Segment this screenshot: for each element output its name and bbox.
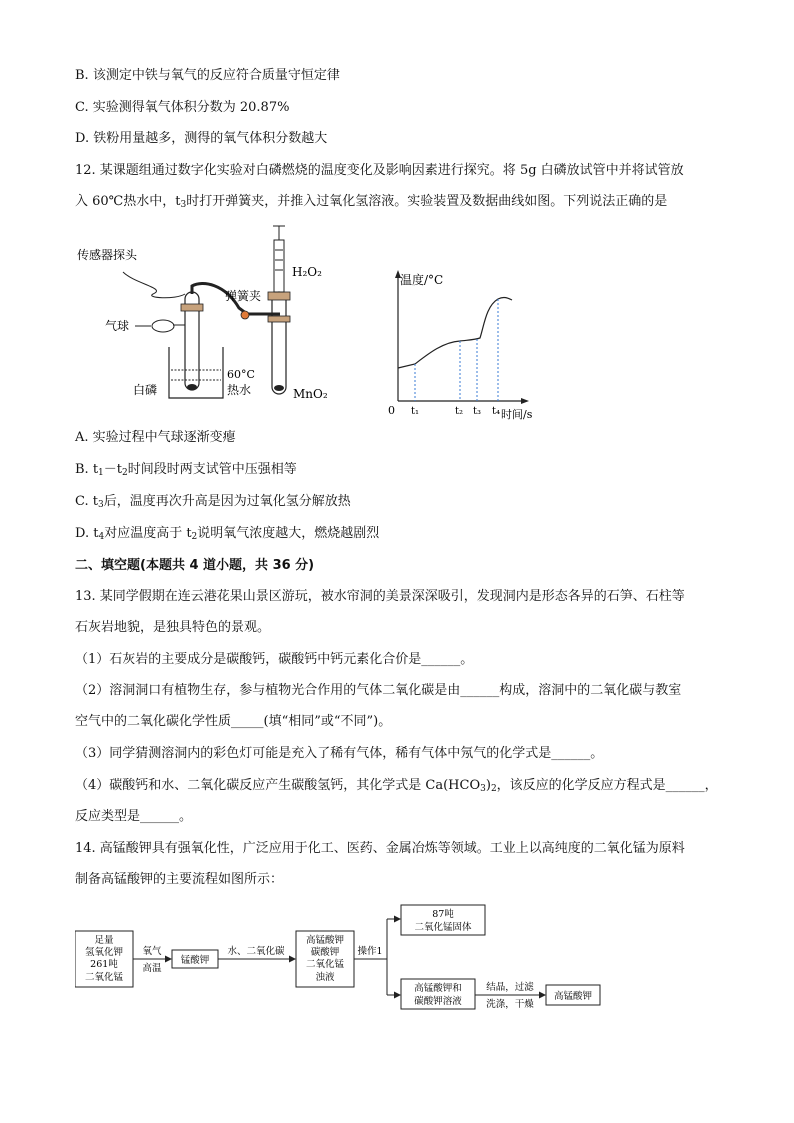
mno2-label: MnO₂ bbox=[293, 387, 328, 401]
box3-line2: 碳酸钾 bbox=[310, 947, 340, 958]
balloon-label: 气球 bbox=[105, 319, 130, 333]
q12-stem-line1: 12. 某课题组通过数字化实验对白磷燃烧的温度变化及影响因素进行探究。将 5g 白磷放试管中并将试管放 bbox=[75, 163, 684, 178]
graph-ylabel: 温度/°C bbox=[400, 273, 444, 287]
sensor-label: 传感器探头 bbox=[77, 248, 138, 262]
arrow1-top: 氧气 bbox=[142, 946, 162, 957]
raw-line4: 二氧化锰 bbox=[84, 972, 124, 983]
q13-stem-line2: 石灰岩地貌，是独具特色的景观。 bbox=[75, 620, 271, 635]
operation1-label: 操作1 bbox=[357, 946, 383, 957]
hotwater-label: 热水 bbox=[227, 383, 252, 397]
top-box-line2: 二氧化锰固体 bbox=[414, 922, 472, 933]
flow-box-k2mno4: 锰酸钾 bbox=[180, 955, 210, 966]
q13-stem-line1: 13. 某同学假期在连云港花果山景区游玩，被水帘洞的美景深深吸引，发现洞内是形态各异的石笋、石柱等 bbox=[75, 589, 685, 604]
box3-line1: 高锰酸钾 bbox=[305, 935, 345, 946]
q11-option-c: C. 实验测得氧气体积分数为 20.87% bbox=[75, 100, 290, 115]
q11-option-b: B. 该测定中铁与氧气的反应符合质量守恒定律 bbox=[75, 68, 340, 83]
bottom-box-line2: 碳酸钾溶液 bbox=[414, 996, 462, 1007]
phosphorus-label: 白磷 bbox=[133, 383, 158, 397]
section-heading: 二、填空题(本题共 4 道小题，共 36 分) bbox=[75, 558, 315, 573]
q12-option-d: D. $t_4$对应温度高于 $t_2$说明氧气浓度越大，燃烧越剧烈 bbox=[75, 526, 380, 542]
box3-line4: 浊液 bbox=[315, 972, 335, 983]
q13-part4-line1: （4）碳酸钙和水、二氧化碳反应产生碳酸氢钙，其化学式是 $Ca(HCO_3)_2$，该反应的化学反应方程式是______， bbox=[75, 778, 718, 794]
q13-part4-line2: 反应类型是______。 bbox=[75, 809, 193, 824]
q14-stem-line1: 14. 高锰酸钾具有强氧化性，广泛应用于化工、医药、金属冶炼等领域。工业上以高纯度的二氧化锰为原料 bbox=[75, 841, 685, 856]
q12-option-b: B. $t_1-t_2$时间段时两支试管中压强相等 bbox=[75, 462, 297, 478]
final-arrow-top: 结晶，过滤 bbox=[486, 982, 534, 993]
final-arrow-bottom: 洗涤，干燥 bbox=[486, 999, 534, 1010]
q12-option-c: C. $t_3$后，温度再次升高是因为过氧化氢分解放热 bbox=[75, 494, 351, 510]
box3-line3: 二氧化锰 bbox=[305, 959, 345, 970]
h2o2-label: H₂O₂ bbox=[292, 265, 322, 279]
raw-line2: 氢氧化钾 bbox=[84, 947, 124, 958]
tick-t3: t₃ bbox=[473, 406, 482, 417]
top-box-line1: 87吨 bbox=[432, 909, 454, 920]
q11-option-d: D. 铁粉用量越多，测得的氧气体积分数越大 bbox=[75, 131, 328, 146]
q12-temperature-graph bbox=[388, 266, 538, 426]
q13-part2-line1: （2）溶洞洞口有植物生存，参与植物光合作用的气体二氧化碳是由______构成，溶洞中的二氧化碳与教室 bbox=[75, 683, 682, 698]
graph-origin: 0 bbox=[388, 404, 395, 417]
raw-line3: 261吨 bbox=[90, 959, 118, 970]
final-box: 高锰酸钾 bbox=[553, 991, 593, 1002]
q12-option-a: A. 实验过程中气球逐渐变瘪 bbox=[75, 430, 236, 445]
q12-apparatus-figure bbox=[75, 222, 345, 412]
arrow2-label: 水、二氧化碳 bbox=[227, 946, 285, 957]
q13-part3: （3）同学猜测溶洞内的彩色灯可能是充入了稀有气体，稀有气体中氖气的化学式是______。 bbox=[75, 746, 604, 761]
q13-part2-line2: 空气中的二氧化碳化学性质_____(填“相同”或“不同”)。 bbox=[75, 714, 392, 729]
temp-label: 60°C bbox=[227, 368, 255, 381]
clip-label: 弹簧夹 bbox=[225, 289, 262, 303]
arrow1-bottom: 高温 bbox=[142, 963, 162, 974]
bottom-box-line1: 高锰酸钾和 bbox=[414, 983, 462, 994]
tick-t2: t₂ bbox=[455, 406, 464, 417]
raw-line1: 足量 bbox=[94, 935, 114, 946]
tick-t4: t₄ bbox=[492, 406, 501, 417]
q12-stem-line2: 入 60℃热水中，$t_3$时打开弹簧夹，并推入过氧化氢溶液。实验装置及数据曲线如图。下列说法正确的是 bbox=[75, 194, 668, 210]
q14-flow-chart bbox=[75, 895, 635, 1025]
q14-stem-line2: 制备高锰酸钾的主要流程如图所示： bbox=[75, 872, 284, 887]
q13-part1: （1）石灰岩的主要成分是碳酸钙，碳酸钙中钙元素化合价是______。 bbox=[75, 652, 474, 667]
graph-xlabel: 时间/s bbox=[501, 408, 533, 421]
tick-t1: t₁ bbox=[411, 406, 420, 417]
